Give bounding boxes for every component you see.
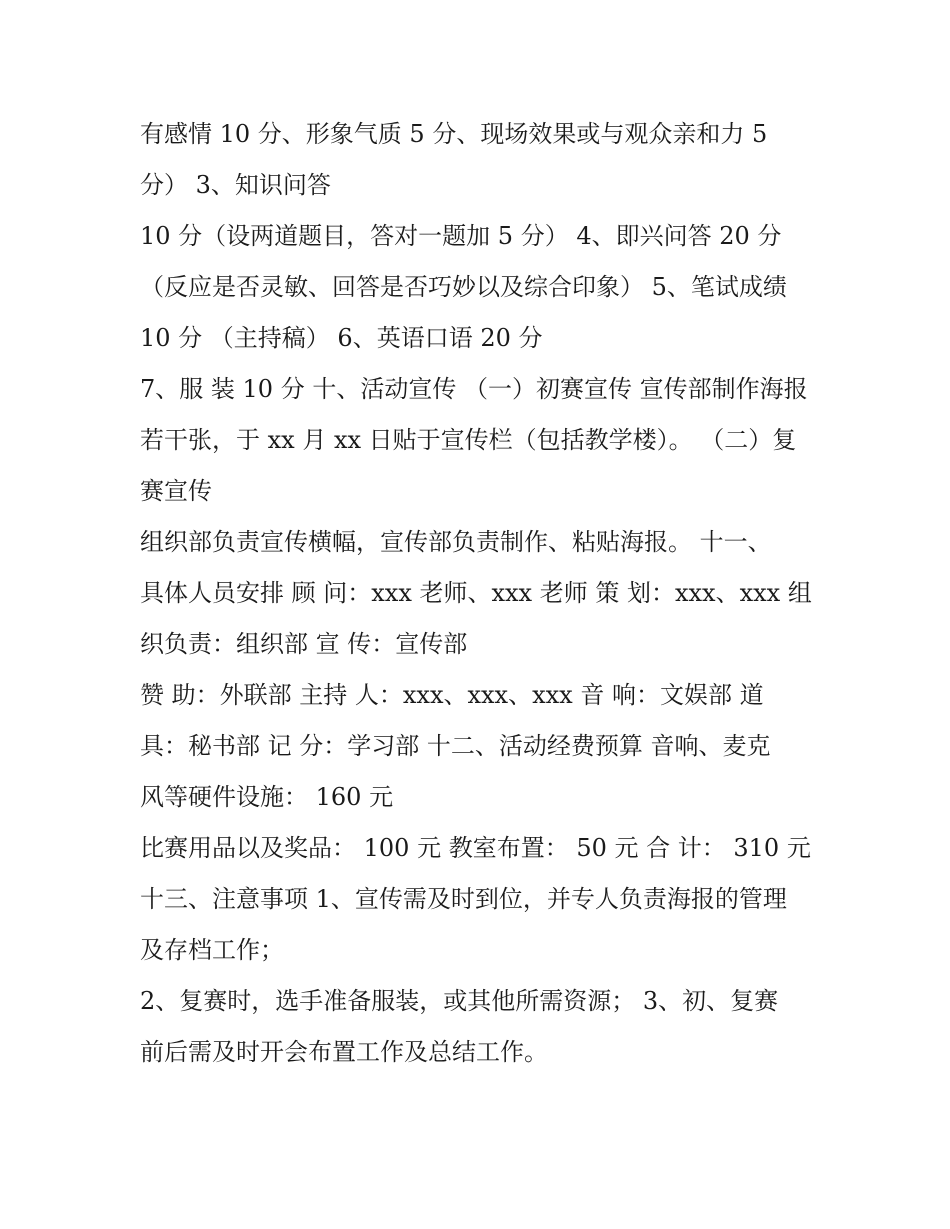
text-line-4: （反应是否灵敏、回答是否巧妙以及综合印象） 5、笔试成绩 [140, 273, 787, 301]
text-line-17: 及存档工作； [140, 936, 284, 964]
text-line-10: 具体人员安排 顾 问：xxx 老师、xxx 老师 策 划：xxx、xxx 组 [140, 579, 812, 607]
text-line-5: 10 分 （主持稿） 6、英语口语 20 分 [140, 324, 543, 352]
text-line-1: 有感情 10 分、形象气质 5 分、现场效果或与观众亲和力 5 [140, 120, 768, 148]
text-line-7: 若干张，于 xx 月 xx 日贴于宣传栏（包括教学楼）。 （二）复 [140, 426, 797, 454]
text-line-19: 前后需及时开会布置工作及总结工作。 [140, 1038, 548, 1066]
text-line-18: 2、复赛时，选手准备服装，或其他所需资源； 3、初、复赛 [140, 987, 779, 1015]
text-line-11: 织负责：组织部 宣 传：宣传部 [140, 630, 468, 658]
text-line-13: 具：秘书部 记 分：学习部 十二、活动经费预算 音响、麦克 [140, 732, 771, 760]
text-line-6: 7、服 装 10 分 十、活动宣传 （一）初赛宣传 宣传部制作海报 [140, 375, 808, 403]
text-line-16: 十三、注意事项 1、宣传需及时到位，并专人负责海报的管理 [140, 885, 787, 913]
text-line-3: 10 分（设两道题目，答对一题加 5 分） 4、即兴问答 20 分 [140, 222, 782, 250]
text-line-9: 组织部负责宣传横幅，宣传部负责制作、粘贴海报。 十一、 [140, 528, 772, 556]
text-line-12: 赞 助：外联部 主持 人：xxx、xxx、xxx 音 响：文娱部 道 [140, 681, 764, 709]
text-line-15: 比赛用品以及奖品： 100 元 教室布置： 50 元 合 计： 310 元 [140, 834, 811, 862]
text-line-2: 分） 3、知识问答 [140, 171, 331, 199]
body-text [140, 109, 830, 1078]
text-line-14: 风等硬件设施： 160 元 [140, 783, 394, 811]
text-line-8: 赛宣传 [140, 477, 212, 505]
